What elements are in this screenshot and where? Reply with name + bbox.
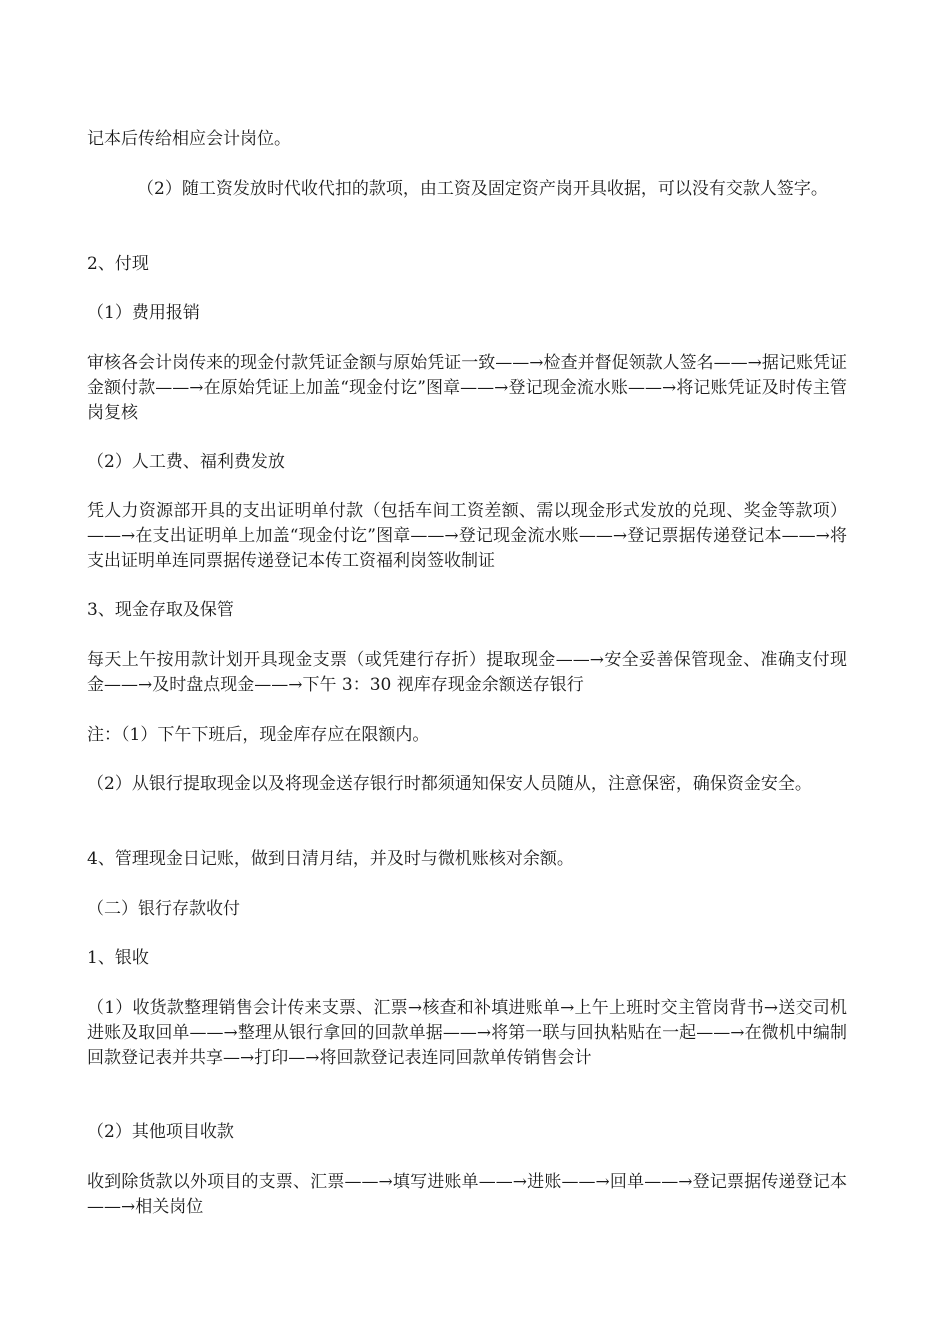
heading-bank-receipts: 1、银收 [87,948,149,968]
subheading-other-receipts: （2）其他项目收款 [87,1122,234,1142]
paragraph-expense-flow: 审核各会计岗传来的现金付款凭证金额与原始凭证一致——→检查并督促领款人签名——→据记账凭证金额付款——→在原始凭证上加盖“现金付讫”图章——→登记现金流水账——→将记账凭证及时传主管岗复核 [87,353,847,423]
note-cash-limit: 注：（1）下午下班后，现金库存应在限额内。 [87,725,430,745]
paragraph-labor-welfare-flow: 凭人力资源部开具的支出证明单付款（包括车间工资差额、需以现金形式发放的兑现、奖金等款项）——→在支出证明单上加盖“现金付讫”图章——→登记现金流水账——→登记票据传递登记本——→将支出证明单连同票据传递登记本传工资福利岗签收制证 [87,501,847,571]
subheading-labor-welfare: （2）人工费、福利费发放 [87,452,285,472]
heading-cash-deposit-storage: 3、现金存取及保管 [87,600,234,620]
heading-cash-payment: 2、付现 [87,254,149,274]
paragraph-goods-payment-flow: （1）收货款整理销售会计传来支票、汇票→核查和补填进账单→上午上班时交主管岗背书→送交司机进账及取回单——→整理从银行拿回的回款单据——→将第一联与回执粘贴在一起——→在微机中编制回款登记表并共享—→打印—→将回款登记表连同回款单传销售会计 [87,998,847,1068]
paragraph-cont-post-to-accounting: 记本后传给相应会计岗位。 [87,129,291,149]
note-security-escort: （2）从银行提取现金以及将现金送存银行时都须通知保安人员随从，注意保密，确保资金安全。 [87,774,812,794]
subheading-expense-reimbursement: （1）费用报销 [87,303,200,323]
heading-cash-journal: 4、管理现金日记账，做到日清月结，并及时与微机账核对余额。 [87,849,574,869]
paragraph-payroll-withholding: （2）随工资发放时代收代扣的款项，由工资及固定资产岗开具收据，可以没有交款人签字。 [137,179,828,199]
section-bank-deposits: （二）银行存款收付 [87,899,240,919]
document-page [87,0,847,1344]
paragraph-other-receipts-flow: 收到除货款以外项目的支票、汇票——→填写进账单——→进账——→回单——→登记票据传递登记本——→相关岗位 [87,1172,847,1217]
paragraph-cash-daily-flow: 每天上午按用款计划开具现金支票（或凭建行存折）提取现金——→安全妥善保管现金、准确支付现金——→及时盘点现金——→下午 3：30 视库存现金余额送存银行 [87,650,847,695]
